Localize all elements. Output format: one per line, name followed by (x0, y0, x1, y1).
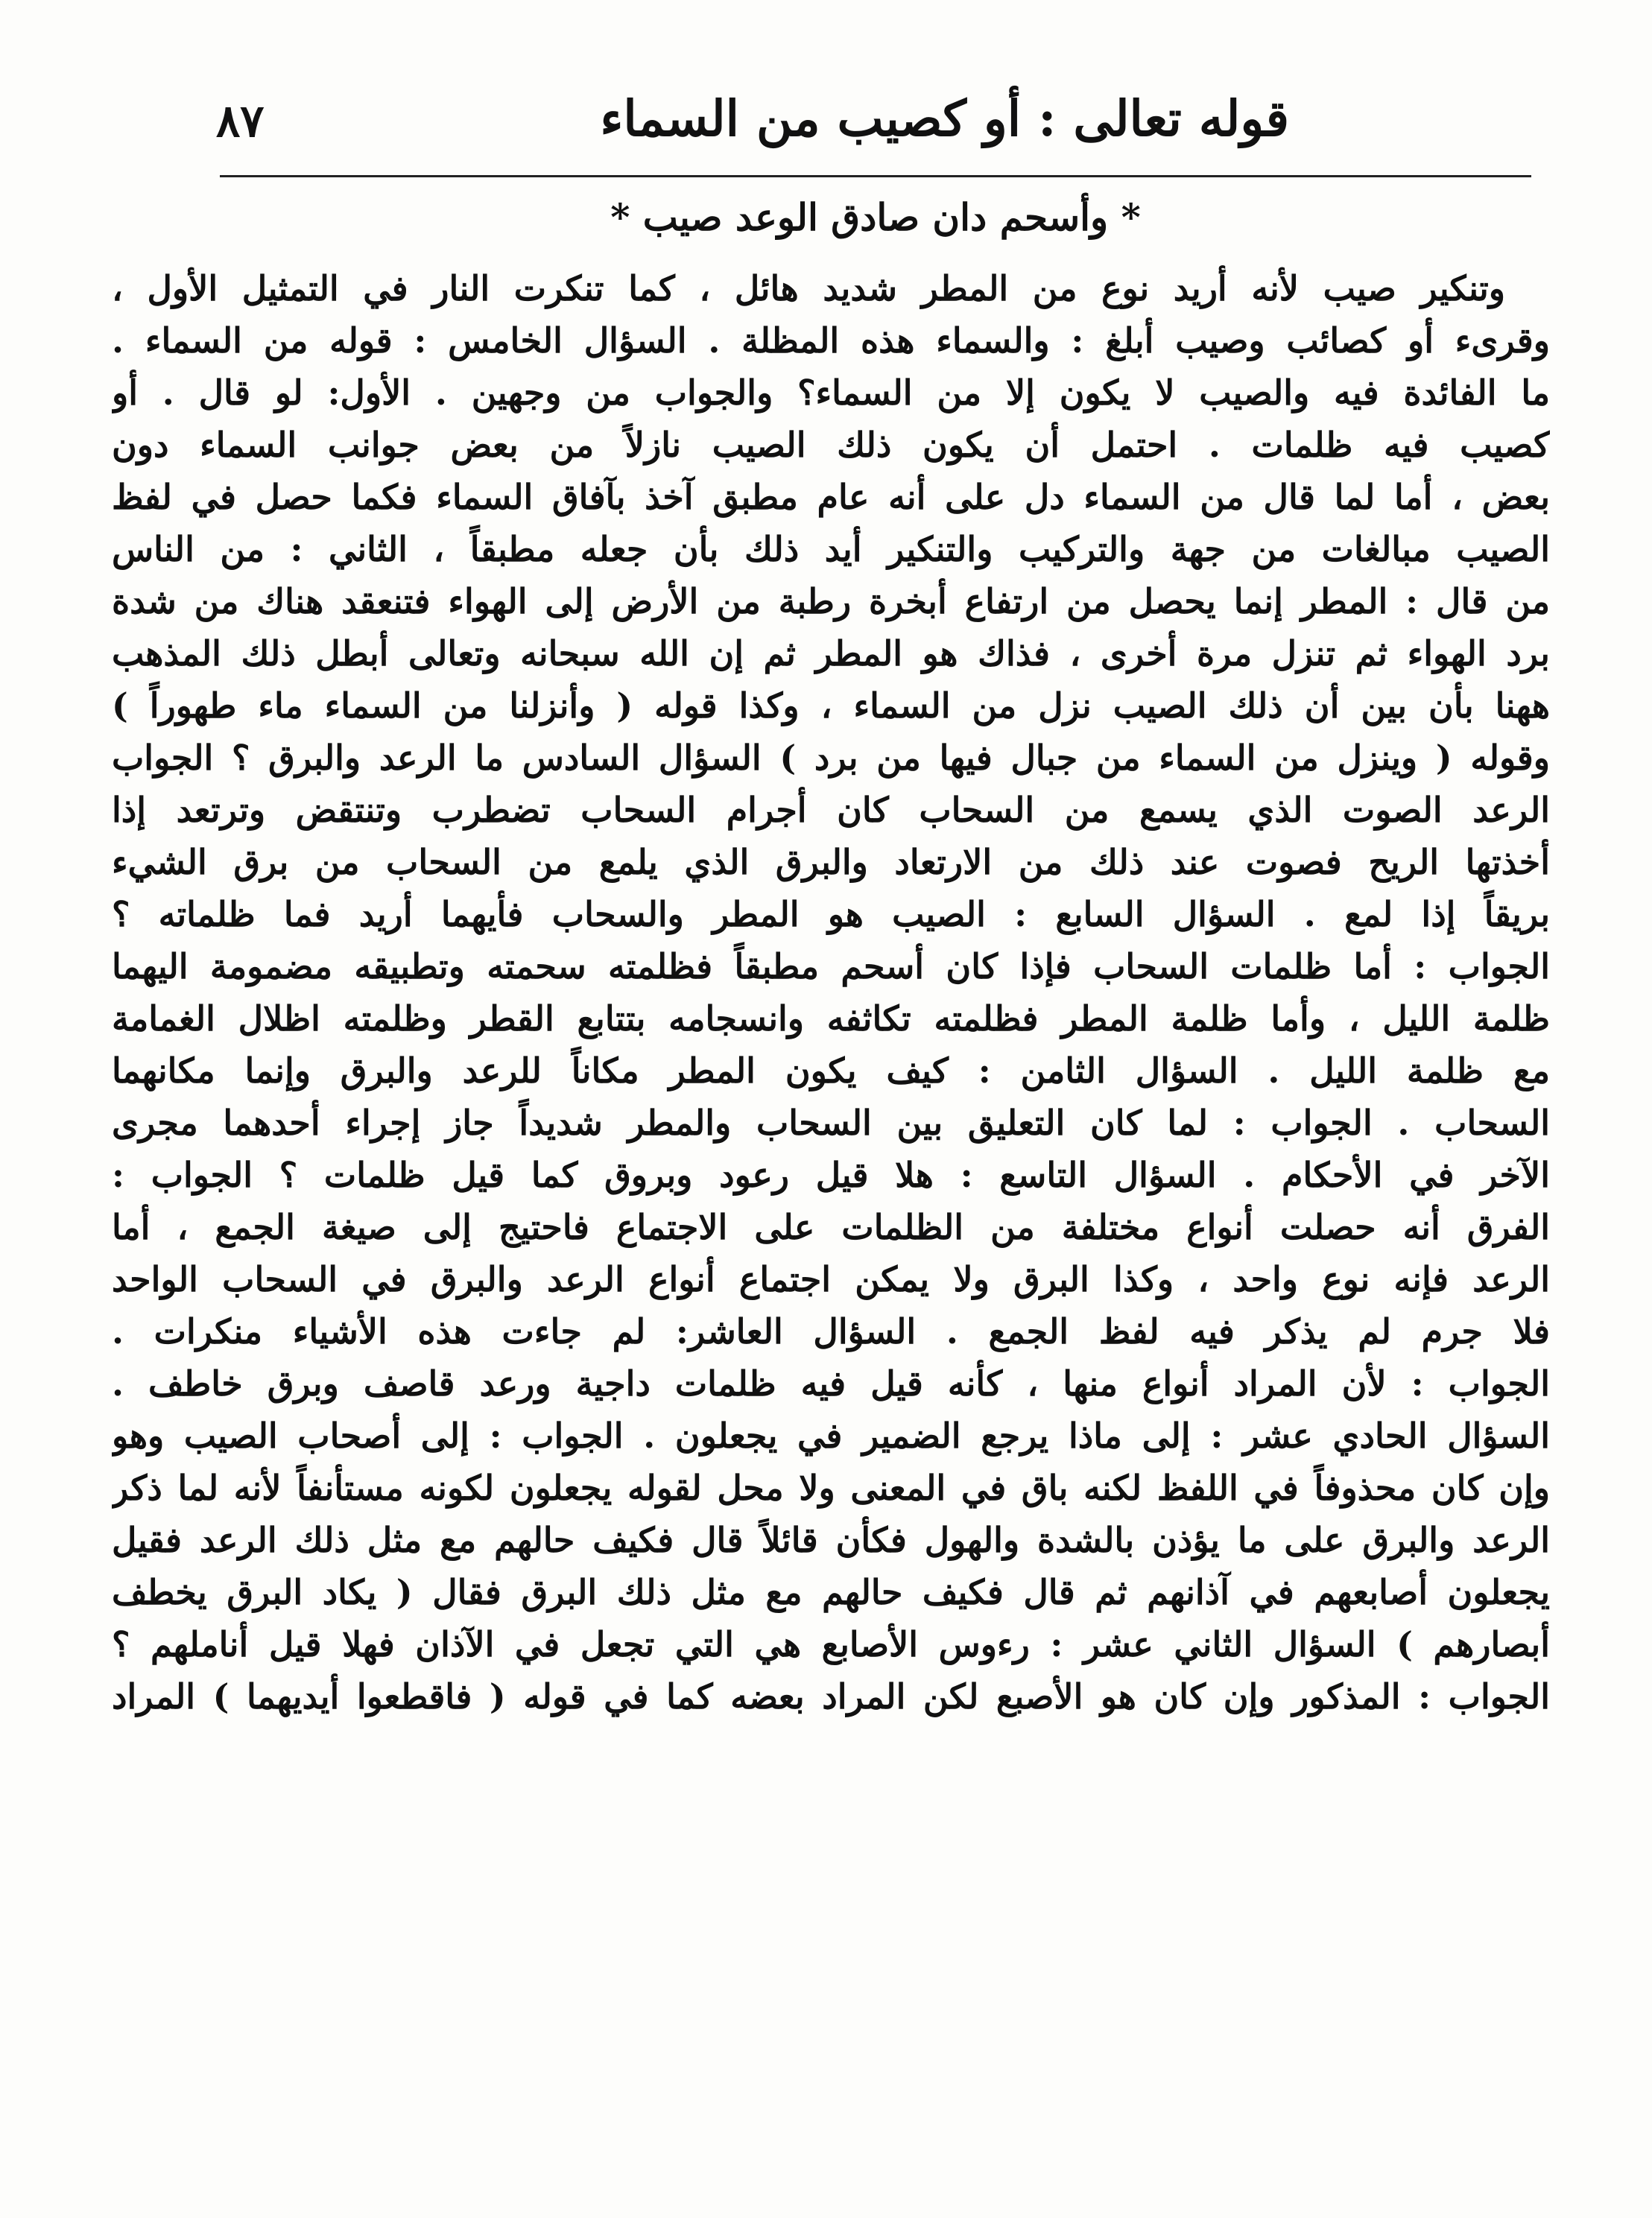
page-number: ٨٧ (216, 95, 265, 148)
text-line: ههنا بأن بين أن ذلك الصيب نزل من السماء ، وكذا قوله ( وأنزلنا من السماء ماء طهوراً ) (112, 685, 1550, 726)
text-line: يجعلون أصابعهم في آذانهم ثم قال فكيف حالهم مع مثل ذلك البرق فقال ( يكاد البرق يخطف (112, 1572, 1550, 1612)
text-line: السحاب . الجواب : لما كان التعليق بين السحاب والمطر شديداً جاز إجراء أحدهما مجرى (112, 1103, 1550, 1143)
text-line: ما الفائدة فيه والصيب لا يكون إلا من السماء؟ والجواب من وجهين . الأول: لو قال . أو (112, 373, 1550, 413)
text-line: الجواب : المذكور وإن كان هو الأصبع لكن المراد بعضه كما في قوله ( فاقطعوا أيديهما ) المراد (112, 1676, 1550, 1717)
text-line: الرعد والبرق على ما يؤذن بالشدة والهول فكأن قائلاً قال فكيف حالهم مع مثل ذلك الرعد فقيل (112, 1520, 1550, 1560)
text-line: وإن كان محذوفاً في اللفظ لكنه باق في المعنى ولا محل لقوله يجعلون لكونه مستأنفاً لأنه لما ذكر (112, 1468, 1550, 1508)
text-line: الآخر في الأحكام . السؤال التاسع : هلا قيل رعود وبروق كما قيل ظلمات ؟ الجواب : (112, 1155, 1550, 1195)
text-line: الصيب مبالغات من جهة والتركيب والتنكير أيد ذلك بأن جعله مطبقاً ، الثاني : من الناس (112, 529, 1550, 569)
text-line: فلا جرم لم يذكر فيه لفظ الجمع . السؤال العاشر: لم جاءت هذه الأشياء منكرات . (112, 1311, 1550, 1352)
text-line: بعض ، أما لما قال من السماء دل على أنه عام مطبق آخذ بآفاق السماء فكما حصل في لفظ (112, 477, 1550, 517)
text-line: الرعد فإنه نوع واحد ، وكذا البرق ولا يمكن اجتماع أنواع الرعد والبرق في السحاب الواحد (112, 1259, 1550, 1299)
text-line: الجواب : أما ظلمات السحاب فإذا كان أسحم مطبقاً فظلمته سحمته وتطبيقه مضمومة اليهما (112, 946, 1550, 986)
text-line: وتنكير صيب لأنه أريد نوع من المطر شديد هائل ، كما تنكرت النار في التمثيل الأول ، (112, 268, 1505, 308)
verse-quote: * وأسحم دان صادق الوعد صيب * (610, 195, 1141, 239)
text-line: السؤال الحادي عشر : إلى ماذا يرجع الضمير في يجعلون . الجواب : إلى أصحاب الصيب وهو (112, 1416, 1550, 1456)
body-text (112, 262, 1550, 1723)
text-line: بريقاً إذا لمع . السؤال السابع : الصيب هو المطر والسحاب فأيهما أريد فما ظلماته ؟ (112, 894, 1550, 934)
text-line: الجواب : لأن المراد أنواع منها ، كأنه قيل فيه ظلمات داجية ورعد قاصف وبرق خاطف . (112, 1363, 1550, 1404)
text-line: الرعد الصوت الذي يسمع من السحاب كان أجرام السحاب تضطرب وتنتقض وترتعد إذا (112, 790, 1550, 830)
text-line: أبصارهم ) السؤال الثاني عشر : رءوس الأصابع هي التي تجعل في الآذان فهلا قيل أناملهم ؟ (112, 1624, 1550, 1664)
text-line: كصيب فيه ظلمات . احتمل أن يكون ذلك الصيب نازلاً من بعض جوانب السماء دون (112, 425, 1550, 465)
text-line: ظلمة الليل ، وأما ظلمة المطر فظلمته تكاثفه وانسجامه بتتابع القطر وظلمته اظلال الغمامة (112, 998, 1550, 1039)
text-line: الفرق أنه حصلت أنواع مختلفة من الظلمات على الاجتماع فاحتيج إلى صيغة الجمع ، أما (112, 1207, 1550, 1247)
running-title: قوله تعالى : أو كصيب من السماء (600, 89, 1289, 148)
text-line: وقوله ( وينزل من السماء من جبال فيها من برد ) السؤال السادس ما الرعد والبرق ؟ الجواب (112, 738, 1550, 778)
header-divider (220, 175, 1531, 177)
text-line: من قال : المطر إنما يحصل من ارتفاع أبخرة رطبة من الأرض إلى الهواء فتنعقد هناك من شدة (112, 581, 1550, 621)
text-line: برد الهواء ثم تنزل مرة أخرى ، فذاك هو المطر ثم إن الله سبحانه وتعالى أبطل ذلك المذهب (112, 633, 1550, 674)
page-header (216, 75, 1535, 156)
text-line: مع ظلمة الليل . السؤال الثامن : كيف يكون المطر مكاناً للرعد والبرق وإنما مكانهما (112, 1051, 1550, 1091)
text-line: أخذتها الريح فصوت عند ذلك من الارتعاد والبرق الذي يلمع من السحاب من برق الشيء (112, 842, 1550, 882)
text-line: وقرىء أو كصائب وصيب أبلغ : والسماء هذه المظلة . السؤال الخامس : قوله من السماء . (112, 320, 1550, 361)
